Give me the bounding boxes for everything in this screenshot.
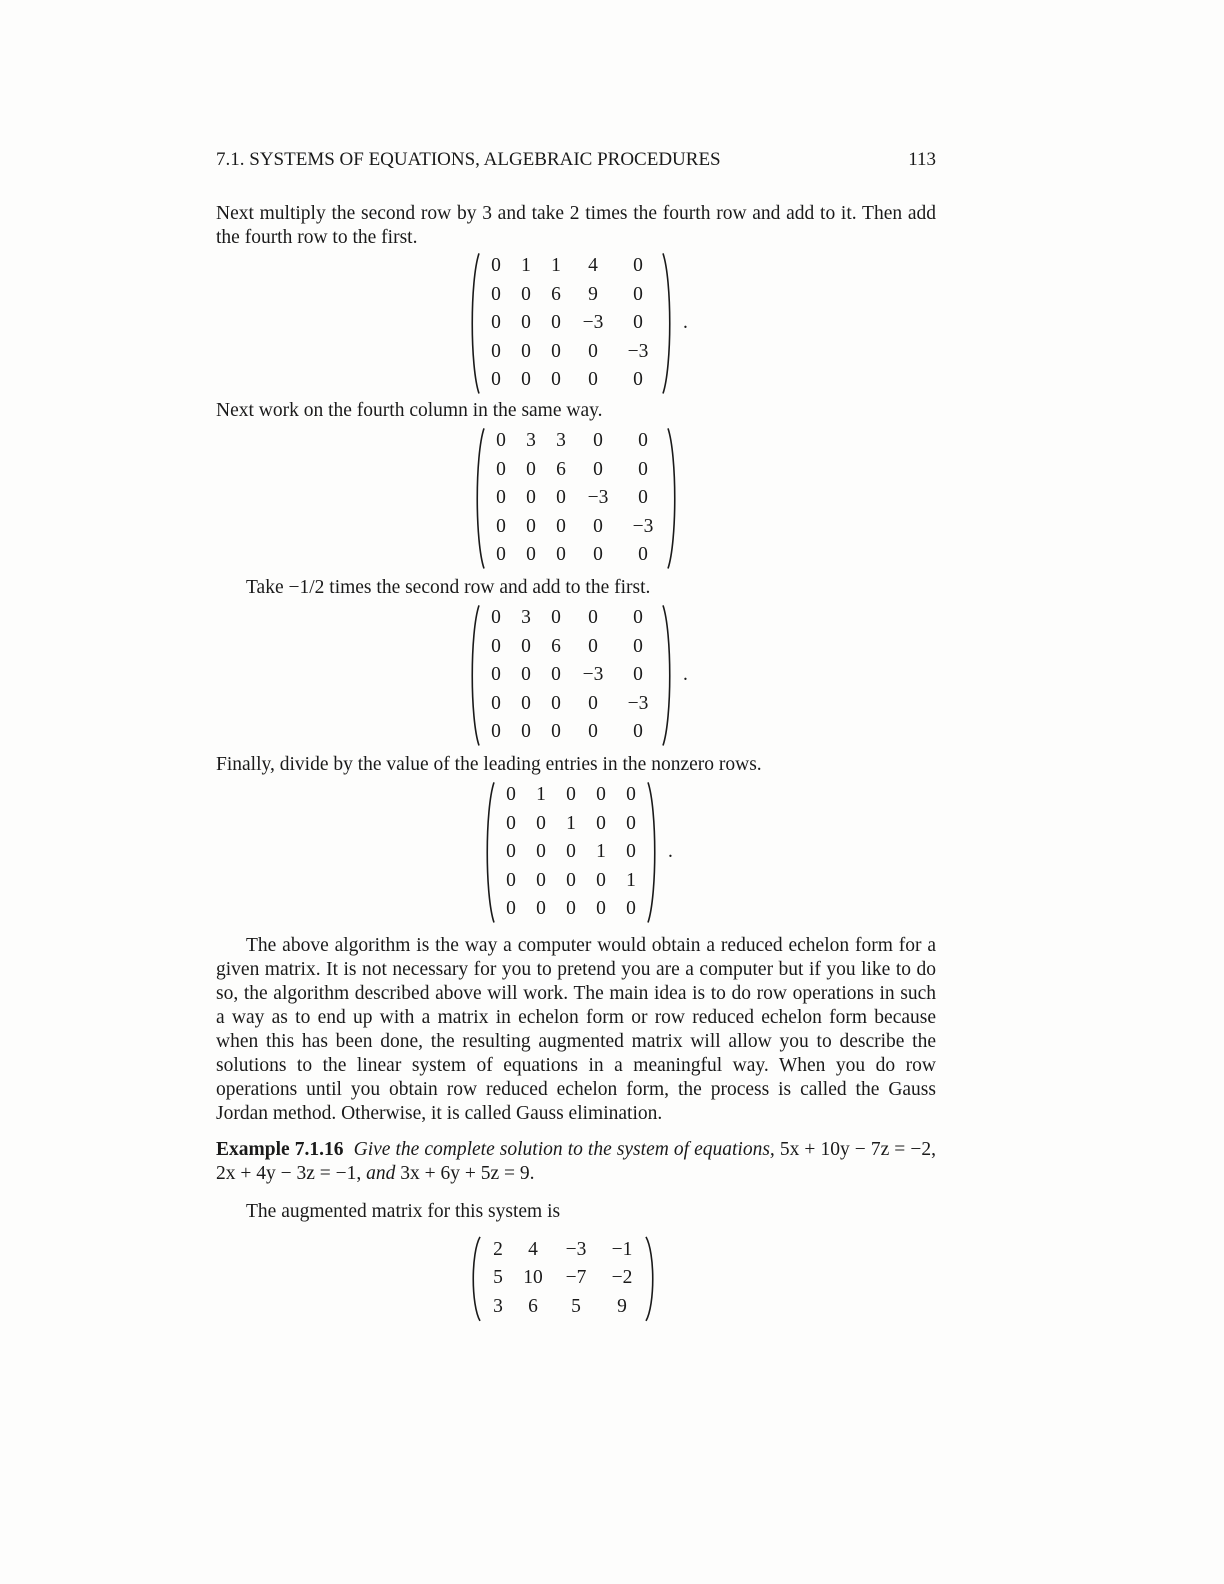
matrix-entry: 0 [526,544,536,566]
matrix-entry: 0 [596,812,606,834]
matrix-entry: 0 [491,369,501,391]
matrix-entry: 6 [551,283,561,305]
matrix-entry: 9 [617,1296,627,1318]
matrix-entry: 1 [566,812,576,834]
matrix-row [481,252,661,281]
matrix-entries [486,427,666,570]
matrix-trailing-punctuation: . [683,312,688,334]
paragraph: Finally, divide by the value of the leading entries in the nonzero rows. [216,753,762,775]
matrix-entry: 0 [566,841,576,863]
matrix-entry: 0 [491,283,501,305]
matrix-entry: −3 [587,487,609,509]
matrix-entry: 0 [588,369,598,391]
matrix-entry: 0 [626,898,636,920]
matrix-entry: 0 [556,487,566,509]
matrix [482,781,682,924]
matrix-entry: 0 [491,721,501,743]
matrix-entry: 0 [491,312,501,334]
matrix-entry: 0 [551,312,561,334]
matrix-entry: 0 [526,458,536,480]
paragraph: Next multiply the second row by 3 and take 2 times the fourth row and add to it. Then add the fourth row to the first. [216,203,936,248]
matrix-entry: 0 [638,458,648,480]
equation: 5x + 10y − 7z = −2, [779,1138,936,1160]
matrix-entry: −1 [611,1238,633,1260]
matrix-entry: 0 [491,692,501,714]
matrix-row [482,1236,644,1265]
matrix-entry: 0 [556,515,566,537]
matrix-row [486,484,666,513]
equation: 3x + 6y + 5z = 9. [400,1162,535,1184]
matrix-row [482,1293,644,1322]
matrix-row [481,633,661,662]
matrix-entry: 0 [593,544,603,566]
page-number: 113 [908,149,936,170]
matrix-entry: 0 [588,635,598,657]
matrix-entry: 0 [626,812,636,834]
matrix-row [496,838,646,867]
matrix-entry: 6 [551,635,561,657]
matrix-row [496,781,646,810]
matrix [467,604,697,747]
matrix-row [496,810,646,839]
matrix-entry: 0 [521,692,531,714]
matrix-entry: 3 [556,429,566,451]
matrix-row [496,867,646,896]
left-parenthesis [467,604,481,747]
matrix-entry: 3 [521,606,531,628]
matrix-entry: 0 [491,606,501,628]
matrix-entry: 0 [588,692,598,714]
equation: 2x + 4y − 3z = −1, [216,1162,362,1184]
matrix-block [212,1236,936,1322]
matrix-entry: 0 [521,635,531,657]
matrix-row [496,895,646,924]
matrix-entry: 2 [493,1238,503,1260]
right-parenthesis [646,781,660,924]
matrix-block [228,252,936,395]
matrix-entries [482,1236,644,1322]
matrix-entry: −7 [565,1267,587,1289]
matrix-entry: 1 [626,869,636,891]
matrix-row [486,456,666,485]
paragraph: The above algorithm is the way a computer would obtain a reduced echelon form for a given matrix. It is not necessary for you to pretend you are a computer but if you like to do so, the algorithm described above will work. The main idea is to do row operations in such a way as to end up with a matrix in echelon form or row reduced echelon form because when this has been done, the resulting augmented matrix will allow you to describe the solutions to the linear system of equations in a meaningful way. When you do row operations until you obtain row reduced echelon form, the process is called the Gauss Jordan method. Otherwise, it is called Gauss elimination. [216,934,936,1124]
matrix-entry: 9 [588,283,598,305]
matrix-entry: 0 [491,664,501,686]
matrix-row [481,338,661,367]
matrix-entry: 6 [556,458,566,480]
matrix-entry: 0 [593,429,603,451]
left-parenthesis [472,427,486,570]
matrix-entry: 0 [536,869,546,891]
matrix-entry: 0 [588,721,598,743]
document-page [216,0,936,1584]
matrix-row [481,690,661,719]
matrix-entry: 0 [521,312,531,334]
matrix-entry: 0 [633,606,643,628]
matrix-entries [496,781,646,924]
matrix-entry: 1 [551,255,561,276]
matrix-entry: 10 [523,1267,543,1289]
matrix-entry: 4 [528,1238,538,1260]
matrix-entry: 3 [493,1296,503,1318]
matrix-entry: 0 [506,783,516,805]
matrix-entry: 0 [633,664,643,686]
matrix-entry: −3 [627,340,649,362]
matrix-row [481,661,661,690]
matrix-entry: 0 [596,869,606,891]
matrix-trailing-punctuation: . [668,841,673,863]
matrix-entry: 0 [588,606,598,628]
matrix-block [228,781,936,924]
paragraph: Take −1/2 times the second row and add to the first. [246,576,651,598]
matrix-entry: 5 [493,1267,503,1289]
matrix-entry: 1 [521,255,531,276]
paragraph: The augmented matrix for this system is [246,1200,561,1222]
matrix-entry: 0 [551,664,561,686]
matrix-entry: −2 [611,1267,633,1289]
matrix-entry: 5 [571,1296,581,1318]
paragraph: Next work on the fourth column in the same way. [216,399,603,421]
matrix-entry: 0 [521,283,531,305]
right-parenthesis [661,604,675,747]
matrix-entry: 0 [633,635,643,657]
matrix-row [481,604,661,633]
matrix [467,252,697,395]
matrix-entry: 0 [551,606,561,628]
matrix-entry: 1 [536,783,546,805]
left-parenthesis [467,252,481,395]
matrix-entry: 0 [596,898,606,920]
matrix-entries [481,252,661,395]
example-and: and [366,1162,396,1184]
matrix-block [228,604,936,747]
matrix-entry: 0 [551,692,561,714]
matrix-entry: 3 [526,429,536,451]
matrix-row [486,541,666,570]
right-parenthesis [661,252,675,395]
matrix-entry: 0 [491,340,501,362]
matrix-entry: 0 [633,721,643,743]
matrix-row [481,366,661,395]
example-text: Give the complete solution to the system of equations, [353,1138,775,1160]
matrix [472,427,702,570]
matrix-entry: 0 [638,544,648,566]
matrix-entry: 0 [593,458,603,480]
matrix-entry: 0 [626,841,636,863]
matrix-row [482,1264,644,1293]
matrix-entry: −3 [582,664,604,686]
matrix-entry: 0 [496,515,506,537]
matrix-entry: 0 [496,458,506,480]
matrix-entry: 0 [506,869,516,891]
matrix-entry: 0 [526,515,536,537]
matrix-entry: 0 [588,340,598,362]
matrix-row [481,281,661,310]
matrix-entry: 0 [496,429,506,451]
matrix-entry: 1 [596,841,606,863]
matrix-entry: 0 [566,783,576,805]
matrix-entry: 0 [521,664,531,686]
matrix-entry: 0 [633,312,643,334]
matrix-entry: 0 [633,283,643,305]
matrix-entry: 0 [521,369,531,391]
matrix-entry: 0 [551,721,561,743]
matrix-entry: 0 [506,898,516,920]
matrix-entry: 0 [596,783,606,805]
matrix-entry: 0 [551,369,561,391]
running-header [216,148,936,172]
example [216,1138,936,1186]
matrix-entry: 0 [633,369,643,391]
matrix-entry: 0 [491,635,501,657]
matrix-entry: 0 [491,255,501,276]
matrix-row [486,427,666,456]
matrix-entry: 0 [633,255,643,276]
matrix-block [238,427,936,570]
matrix-entry: 0 [521,721,531,743]
matrix-entry: 0 [536,898,546,920]
matrix-entry: 0 [496,487,506,509]
matrix-entry: 0 [496,544,506,566]
matrix-entry: 0 [638,487,648,509]
matrix-entry: 0 [556,544,566,566]
matrix-entry: −3 [632,515,654,537]
matrix-entry: 0 [593,515,603,537]
matrix-row [481,309,661,338]
matrix-entry: 0 [566,869,576,891]
matrix-entry: 0 [638,429,648,451]
left-parenthesis [482,781,496,924]
matrix-entry: −3 [565,1238,587,1260]
matrix-row [481,718,661,747]
left-parenthesis [468,1236,482,1322]
right-parenthesis [666,427,680,570]
section-title: 7.1. SYSTEMS OF EQUATIONS, ALGEBRAIC PROCEDURES [216,149,721,170]
matrix-trailing-punctuation: . [683,664,688,686]
matrix-entry: 4 [588,255,598,276]
matrix-entry: 6 [528,1296,538,1318]
matrix-entry: −3 [627,692,649,714]
matrix-entry: −3 [582,312,604,334]
matrix-entry: 0 [626,783,636,805]
right-parenthesis [644,1236,658,1322]
matrix-entry: 0 [506,812,516,834]
matrix-row [486,513,666,542]
matrix-entries [481,604,661,747]
matrix-entry: 0 [566,898,576,920]
body-text [216,202,936,1322]
matrix-entry: 0 [551,340,561,362]
matrix [468,1236,680,1322]
matrix-entry: 0 [521,340,531,362]
matrix-entry: 0 [526,487,536,509]
example-label: Example 7.1.16 [216,1138,344,1160]
matrix-entry: 0 [536,812,546,834]
matrix-entry: 0 [506,841,516,863]
matrix-entry: 0 [536,841,546,863]
